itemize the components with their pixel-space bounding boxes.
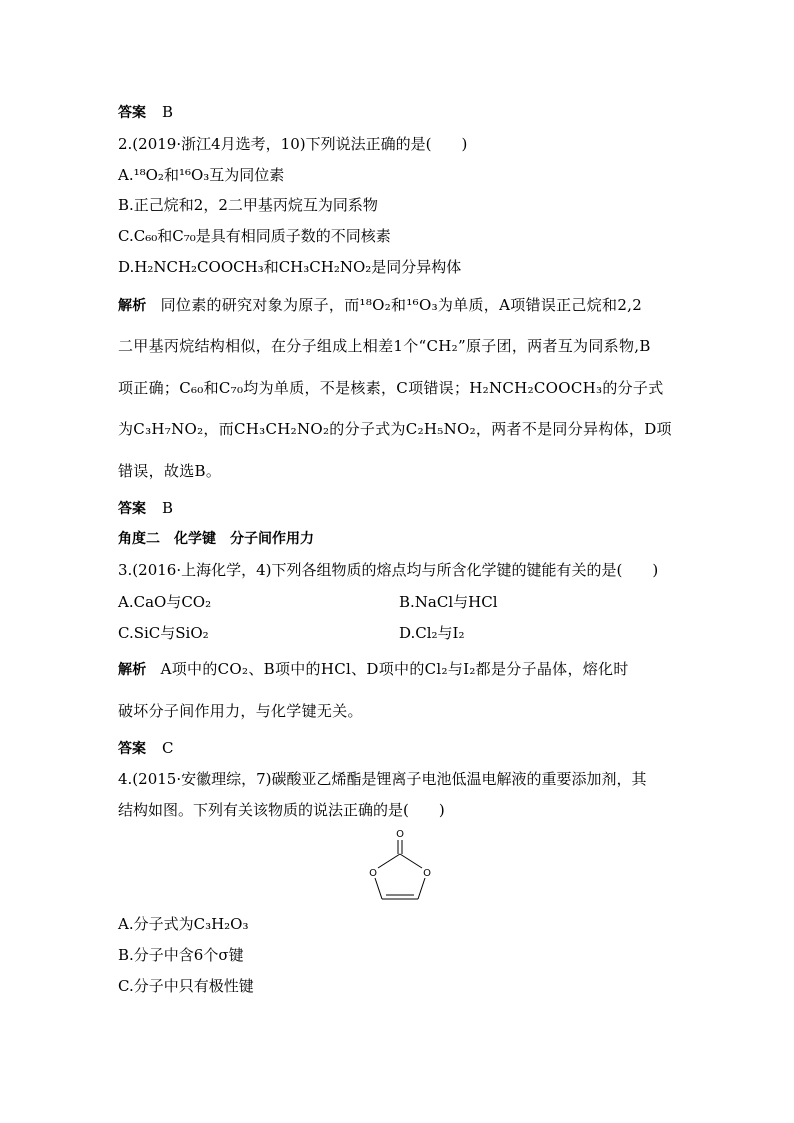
question-2-analysis-line-2: 二甲基丙烷结构相似，在分子组成上相差1个“CH₂”原子团，两者互为同系物,B (118, 337, 651, 355)
analysis-label: 解析 (118, 662, 147, 678)
question-2-analysis-line-3: 项正确；C₆₀和C₇₀均为单质，不是核素，C项错误；H₂NCH₂COOCH₃的分子式 (118, 379, 664, 397)
answer-label: 答案 (118, 741, 146, 757)
question-2-source: 2.(2019·浙江4月选考，10) (118, 135, 306, 153)
question-3-text: 下列各组物质的熔点均与所含化学键的键能有关的是( ) (271, 561, 659, 579)
analysis-label: 解析 (118, 298, 147, 314)
structure-atom-o-right: O (423, 868, 431, 879)
vinylene-carbonate-structure (364, 826, 436, 906)
question-2-option-b: B.正己烷和2，2二甲基丙烷互为同系物 (118, 196, 378, 214)
answer-value: B (162, 103, 174, 121)
question-4-stem-line-1: 4.(2015·安徽理综，7)碳酸亚乙烯酯是锂离子电池低温电解液的重要添加剂，其 (118, 770, 647, 788)
question-3-source: 3.(2016·上海化学，4) (118, 561, 272, 579)
answer-label: 答案 (118, 105, 146, 121)
answer-value: B (162, 499, 174, 517)
question-2-option-a: A.¹⁸O₂和¹⁶O₃互为同位素 (118, 166, 285, 184)
structure-atom-o-top: O (396, 829, 404, 840)
question-2-analysis-line-5: 错误，故选B。 (118, 462, 222, 480)
question-2-stem (118, 134, 467, 154)
question-3-option-b: B.NaCl与HCl (399, 593, 498, 611)
question-4-option-b: B.分子中含6个σ键 (118, 946, 244, 964)
question-3-stem (118, 560, 658, 580)
question-3-analysis-line-2: 破坏分子间作用力，与化学键无关。 (118, 702, 363, 720)
answer-label: 答案 (118, 501, 146, 517)
structure-atom-o-left: O (369, 868, 377, 879)
analysis-text: A项中的CO₂、B项中的HCl、D项中的Cl₂与I₂都是分子晶体，熔化时 (160, 660, 629, 678)
question-3-analysis-line-1 (118, 659, 629, 680)
question-2-option-d: D.H₂NCH₂COOCH₃和CH₃CH₂NO₂是同分异构体 (118, 258, 462, 276)
analysis-text: 同位素的研究对象为原子，而¹⁸O₂和¹⁶O₃为单质，A项错误正己烷和2,2 (160, 296, 643, 314)
question-4-option-c: C.分子中只有极性键 (118, 977, 254, 995)
question-2-text: 下列说法正确的是( ) (305, 135, 468, 153)
question-2-option-c: C.C₆₀和C₇₀是具有相同质子数的不同核素 (118, 227, 391, 245)
question-3-option-a: A.CaO与CO₂ (118, 593, 212, 611)
section-heading: 角度二 化学键 分子间作用力 (118, 531, 314, 547)
question-3-option-d: D.Cl₂与I₂ (399, 624, 465, 642)
question-4-stem-line-2: 结构如图。下列有关该物质的说法正确的是( ) (118, 801, 445, 819)
question-2-analysis-line-4: 为C₃H₇NO₂，而CH₃CH₂NO₂的分子式为C₂H₅NO₂，两者不是同分异构体，D项 (118, 420, 672, 438)
answer-value: C (162, 739, 174, 757)
question-3-option-c: C.SiC与SiO₂ (118, 624, 209, 642)
question-2-analysis-line-1 (118, 295, 642, 316)
question-4-option-a: A.分子式为C₃H₂O₃ (118, 915, 249, 933)
